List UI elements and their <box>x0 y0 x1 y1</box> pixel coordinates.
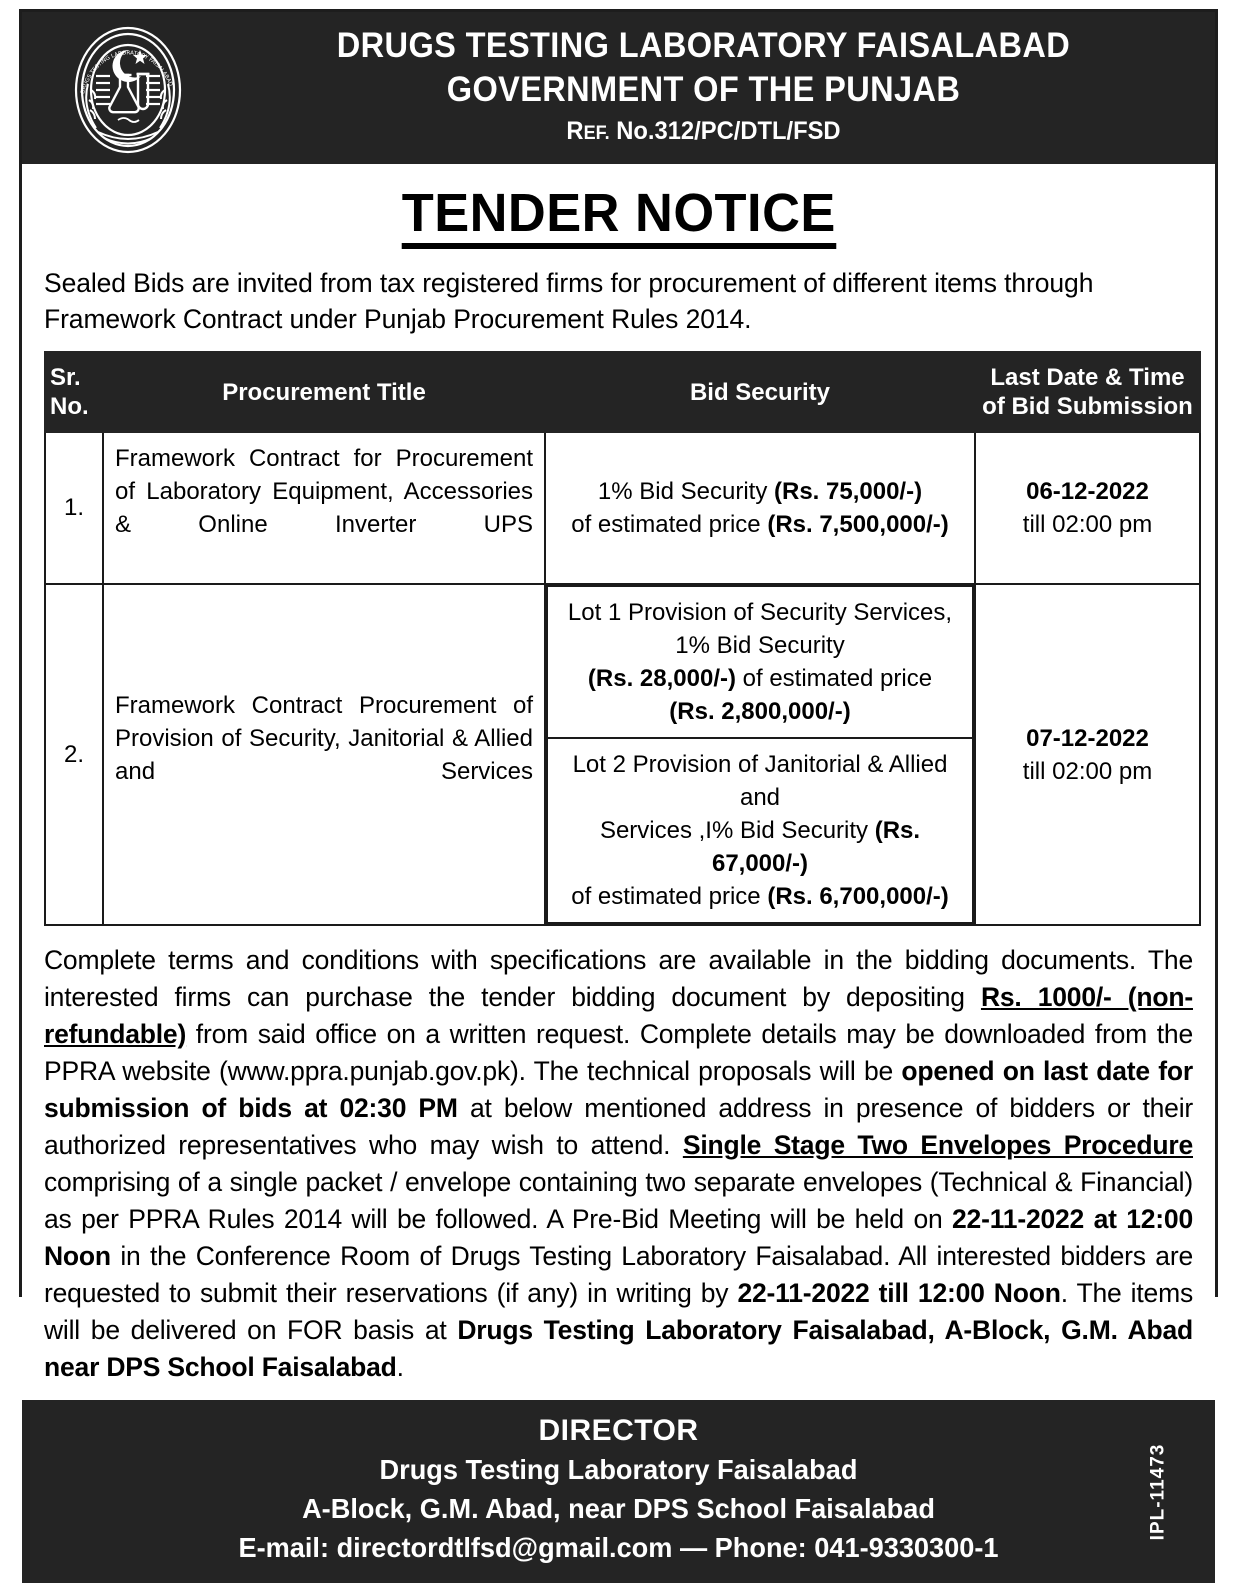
sr-no-line1: Sr. <box>50 364 81 391</box>
lot2-line1: Lot 2 Provision of Janitorial & Allied and <box>572 751 948 811</box>
document-body <box>22 164 1215 1392</box>
page-title-wrap <box>44 184 1193 249</box>
procurement-title-text: Framework Contract for Procurement of Laboratory Equipment, Accessories & Online Inverter UPS <box>115 445 533 538</box>
row-sr-no: 1. <box>45 432 103 584</box>
bid-security-line1-plain: 1% Bid Security <box>597 478 774 505</box>
column-header-bid-security: Bid Security <box>545 352 975 432</box>
intro-paragraph: Sealed Bids are invited from tax registered firms for procurement of different items through Framework Contract under Punjab Procurement Rules 2014. <box>44 268 1094 334</box>
lot1-line1: Lot 1 Provision of Security Services, <box>567 599 953 626</box>
column-header-sr-no <box>45 352 103 432</box>
footer-designation: DIRECTOR <box>538 1414 699 1447</box>
prebid-meeting-datetime: 22-11-2022 at 12:00 Noon <box>44 1204 1193 1271</box>
lot2-line3-plain: of estimated price <box>571 883 768 910</box>
document-footer <box>22 1400 1215 1583</box>
lot2-line2-plain: Services ,I% Bid Security <box>599 817 875 844</box>
government-name: GOVERNMENT OF THE PUNJAB <box>446 70 961 109</box>
para-part-3: at below mentioned address in presence of bidders or their authorized representatives who may wish to attend. <box>44 1093 1194 1160</box>
lot-2-cell <box>547 738 973 923</box>
table-header-row <box>45 352 1200 432</box>
bid-security-line2 <box>554 508 966 541</box>
footer-address: A-Block, G.M. Abad, near DPS School Faisalabad <box>302 1493 935 1524</box>
row-procurement-title <box>103 432 545 584</box>
column-header-last-date <box>975 352 1200 432</box>
procedure-highlight: Single Stage Two Envelopes Procedure <box>682 1130 1193 1160</box>
lot2-amount: (Rs. 67,000/-) <box>711 817 921 877</box>
lot-row-1 <box>547 586 973 738</box>
svg-text:DRUGS TESTING LABORATORY FAISA: DRUGS TESTING LABORATORY FAISALABAD <box>80 50 174 95</box>
page-title: TENDER NOTICE <box>401 184 835 249</box>
row-last-date <box>975 584 1200 925</box>
table-row <box>45 432 1200 584</box>
reservations-deadline: 22-11-2022 till 12:00 Noon <box>737 1278 1061 1308</box>
lot-1-cell <box>547 586 973 738</box>
sr-no-line2: No. <box>50 393 89 420</box>
table-row <box>45 584 1200 925</box>
publication-code: IPL-11473 <box>1147 1443 1169 1540</box>
terms-paragraph <box>44 942 1193 1392</box>
last-date-value: 06-12-2022 <box>1026 478 1149 505</box>
last-date-line2: of Bid Submission <box>982 393 1193 420</box>
lot1-line3-plain: of estimated price <box>735 665 933 692</box>
bid-security-line1 <box>554 475 966 508</box>
lot-row-2 <box>547 738 973 923</box>
fee-amount-highlight: Rs. 1000/- (non-refundable) <box>44 982 1193 1049</box>
ref-smallcaps: EF. <box>583 123 610 144</box>
footer-office: Drugs Testing Laboratory Faisalabad <box>379 1454 858 1485</box>
reference-number <box>227 115 1180 150</box>
last-date-value: 07-12-2022 <box>1026 724 1149 752</box>
ref-prefix: R <box>566 117 584 145</box>
document-header <box>22 12 1215 164</box>
lot1-line3 <box>556 662 964 695</box>
header-titles <box>202 24 1205 150</box>
last-time-value: till 02:00 pm <box>1022 511 1153 538</box>
para-part-4: comprising of a single packet / envelope containing two separate envelopes (Technical & Financial) as per PPRA Rules 2014 will be followed. A Pre-Bid Meeting will be held on <box>44 1167 1193 1234</box>
lot2-line2 <box>556 814 964 880</box>
last-time-value: till 02:00 pm <box>1022 757 1153 785</box>
lot2-line3 <box>556 880 964 913</box>
column-header-procurement-title: Procurement Title <box>103 352 545 432</box>
procurement-title-text: Framework Contract Procurement of Provision of Security, Janitorial & Allied and Services <box>115 691 533 785</box>
delivery-address-highlight: Drugs Testing Laboratory Faisalabad, A-Block, G.M. Abad near DPS School Faisalabad <box>44 1315 1193 1382</box>
para-part-1: Complete terms and conditions with specifications are available in the bidding documents. The interested firms can purchase the tender bidding document by depositing <box>44 945 1193 1012</box>
row-sr-no: 2. <box>45 584 103 925</box>
opening-time-highlight: opened on last date for submission of bids at 02:30 PM <box>44 1056 1193 1123</box>
para-part-5: in the Conference Room of Drugs Testing Laboratory Faisalabad. All interested bidders are requested to submit their reservations (if any) in writing by <box>44 1241 1193 1308</box>
lot1-amount: (Rs. 28,000/-) <box>587 665 736 692</box>
bid-security-line2-amount: (Rs. 7,500,000/-) <box>767 511 949 538</box>
lot1-line2: 1% Bid Security <box>675 632 845 659</box>
row-last-date <box>975 432 1200 584</box>
bid-security-line2-plain: of estimated price <box>571 511 768 538</box>
organization-seal-icon <box>58 20 198 160</box>
row-procurement-title <box>103 584 545 925</box>
tender-table <box>44 351 1201 926</box>
lot1-estimated-price: (Rs. 2,800,000/-) <box>669 698 851 725</box>
organization-name: DRUGS TESTING LABORATORY FAISALABAD <box>336 26 1071 65</box>
footer-contact: E-mail: directordtlfsd@gmail.com — Phone: 041-9330300-1 <box>238 1532 999 1563</box>
last-date-line1: Last Date & Time <box>990 364 1185 391</box>
bid-security-line1-amount: (Rs. 75,000/-) <box>774 478 923 505</box>
ref-value: No.312/PC/DTL/FSD <box>609 117 841 145</box>
row-bid-security <box>545 432 975 584</box>
row-bid-security <box>545 584 975 925</box>
para-part-2: from said office on a written request. Complete details may be downloaded from the PPRA website (www.ppra.punjab.gov.pk). The technical proposals will be <box>44 1019 1193 1086</box>
lot2-estimated-price: (Rs. 6,700,000/-) <box>767 883 949 910</box>
bid-security-lots-table <box>546 585 974 924</box>
para-part-6: . The items will be delivered on FOR basis at <box>44 1278 1193 1345</box>
tender-notice-page <box>19 9 1218 1563</box>
para-part-7: . <box>396 1352 404 1382</box>
lot1-line4 <box>556 695 964 728</box>
